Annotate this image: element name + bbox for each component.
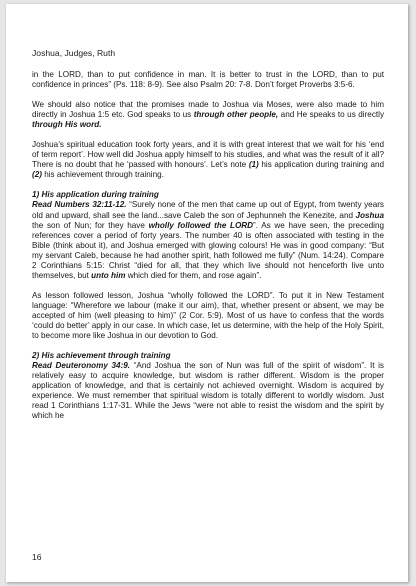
emphasis: (1)	[248, 160, 259, 170]
text-run: ”. As we have seen, the preceding references cover a period of forty years. The number 40 is often associated with testing in the Bible (think about it), and Joshua emerged with glowing colours! He was in good company: “But my servant Caleb, because he had another spirit, hath followed me fully” (Num. 14:24). Compare 2 Corinthians 5:15: Christ “died for all, that they which live should not henceforth live unto themselves, but	[32, 220, 384, 280]
text-run: Joshua’s spiritual education took forty years, and it is with great interest that we wait for his ‘end of term report’. How well did Joshua apply himself to his studies, and what was the result of it all? There is no doubt that he ‘passed with honours’. Let’s note	[32, 140, 384, 170]
text-run: the son of Nun; for they have	[32, 220, 149, 230]
book-page	[6, 4, 408, 582]
running-head: Joshua, Judges, Ruth	[32, 48, 116, 58]
paragraph	[32, 100, 384, 130]
text-run: “Surely none of the men that came up out of Egypt, from twenty years old and upward, shall see the land...save Caleb the son of Jephunneh the Kenezite, and	[32, 200, 384, 220]
text-run: and He speaks to us directly	[278, 110, 385, 120]
section-heading: 2) His achievement through training	[32, 351, 171, 361]
text-run: “And Joshua the son of Nun was full of the spirit of wisdom”. It is relatively easy to acquire knowledge, but wisdom is rather different. Wisdom is the proper application of knowledge, and that is certainly not achieved overnight. Wisdom is acquired by experience. We must remember that spiritual wisdom is totally different to worldly wisdom. Just read 1 Corinthians 1:17-31. While the Jews “were not able to resist the wisdom and the spirit by which he	[32, 361, 384, 421]
emphasis: unto him	[91, 270, 126, 280]
emphasis: Joshua	[355, 210, 384, 220]
emphasis: through His word.	[32, 120, 102, 130]
page-body	[32, 70, 384, 421]
paragraph: As lesson followed lesson, Joshua “wholly followed the LORD”. To put it in New Testament language: “Wherefore we labour (make it our aim), that, whether present or absent, we may be accepted of him (well pleasing to him)” (2 Cor. 5:9). Most of us have to confess that the words ‘could do better’ apply in our case. In which case, let us determine, with the help of the Holy Spirit, to become more like Joshua in our devotion to God.	[32, 290, 384, 341]
paragraph	[32, 361, 384, 421]
paragraph: in the LORD, than to put confidence in man. It is better to trust in the LORD, than to put confidence in princes” (Ps. 118: 8-9). See also Psalm 20: 7-8. Don’t forget Proverbs 3:5-6.	[32, 70, 384, 90]
paragraph	[32, 140, 384, 180]
text-run: his achievement through training.	[41, 170, 164, 180]
scripture-reference: Read Deuteronomy 34:9.	[32, 361, 131, 371]
section-heading: 1) His application during training	[32, 190, 159, 200]
scripture-reference: Read Numbers 32:11-12.	[32, 200, 127, 210]
emphasis: through other people,	[193, 110, 279, 120]
paragraph	[32, 200, 384, 280]
text-run: which died for them, and rose again”.	[125, 270, 262, 280]
page-number: 16	[32, 552, 42, 562]
emphasis: wholly followed the LORD	[148, 220, 254, 230]
text-run: his application during training and	[258, 160, 385, 170]
text-run: We should also notice that the promises made to Joshua via Moses, were also made to him directly in Joshua 1:5 etc. God speaks to us	[32, 100, 384, 120]
emphasis: (2)	[32, 170, 42, 180]
